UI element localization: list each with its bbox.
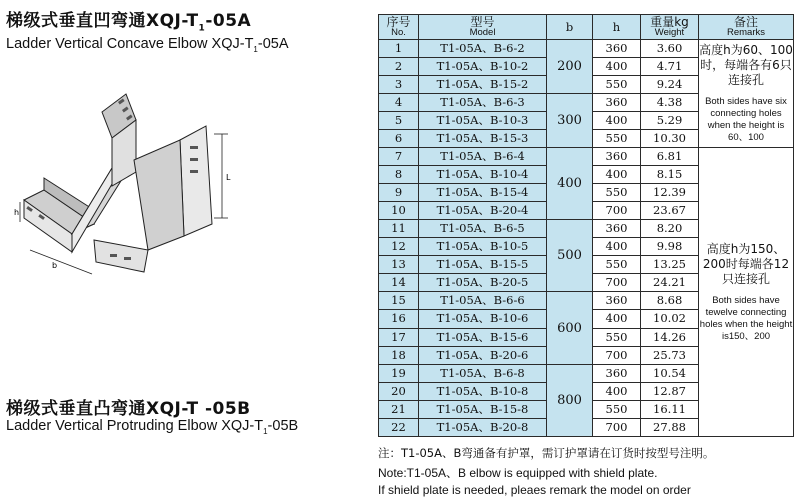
cell-h: 400 (593, 238, 641, 256)
cell-model: T1-05A、B-15-8 (419, 400, 547, 418)
cell-no: 11 (379, 220, 419, 238)
cell-h: 700 (593, 274, 641, 292)
cell-weight: 27.88 (641, 418, 699, 436)
cell-remark (699, 148, 794, 437)
cell-no: 18 (379, 346, 419, 364)
protruding-elbow-title-cn: 梯级式垂直凸弯通XQJ-T -05B (6, 399, 251, 419)
cell-h: 400 (593, 112, 641, 130)
cell-model: T1-05A、B-20-4 (419, 202, 547, 220)
cell-h: 550 (593, 256, 641, 274)
cell-weight: 9.98 (641, 238, 699, 256)
cell-no: 10 (379, 202, 419, 220)
table-header-row (379, 15, 794, 40)
cell-no: 9 (379, 184, 419, 202)
cell-weight: 8.68 (641, 292, 699, 310)
cell-no: 17 (379, 328, 419, 346)
cell-no: 19 (379, 364, 419, 382)
cell-no: 4 (379, 94, 419, 112)
cell-h: 400 (593, 382, 641, 400)
cell-model: T1-05A、B-20-8 (419, 418, 547, 436)
cell-no: 8 (379, 166, 419, 184)
cell-model: T1-05A、B-15-4 (419, 184, 547, 202)
cell-no: 13 (379, 256, 419, 274)
cell-b: 600 (547, 292, 593, 364)
cell-weight: 4.38 (641, 94, 699, 112)
dimension-b-label: b (52, 261, 58, 270)
cell-h: 700 (593, 346, 641, 364)
table-row (379, 148, 794, 166)
dimension-h-label: h (14, 208, 20, 217)
cell-b: 300 (547, 94, 593, 148)
cell-h: 360 (593, 220, 641, 238)
cell-model: T1-05A、B-6-3 (419, 94, 547, 112)
header-model: 型号 Model (419, 15, 547, 40)
cell-no: 21 (379, 400, 419, 418)
concave-elbow-title-en: Ladder Vertical Concave Elbow XQJ-$T_1-05A$ (6, 36, 289, 54)
cell-weight: 3.60 (641, 40, 699, 58)
cell-h: 360 (593, 94, 641, 112)
cell-no: 3 (379, 76, 419, 94)
cell-weight: 10.30 (641, 130, 699, 148)
spec-table (378, 14, 794, 437)
cell-model: T1-05A、B-15-5 (419, 256, 547, 274)
note-en-line1: Note:T1-05A、B elbow is equipped with shield plate. (378, 466, 658, 480)
cell-weight: 5.29 (641, 112, 699, 130)
cell-model: T1-05A、B-6-5 (419, 220, 547, 238)
cell-weight: 13.25 (641, 256, 699, 274)
cell-weight: 14.26 (641, 328, 699, 346)
cell-weight: 10.02 (641, 310, 699, 328)
table-row (379, 40, 794, 58)
cell-weight: 16.11 (641, 400, 699, 418)
cell-no: 16 (379, 310, 419, 328)
cell-model: T1-05A、B-6-2 (419, 40, 547, 58)
cell-model: T1-05A、B-10-6 (419, 310, 547, 328)
cell-h: 360 (593, 148, 641, 166)
cell-model: T1-05A、B-6-4 (419, 148, 547, 166)
cell-no: 20 (379, 382, 419, 400)
remark-cn: 高度h为60、100时，每端各有6只连接孔 (699, 43, 793, 88)
cell-model: T1-05A、B-20-5 (419, 274, 547, 292)
protruding-elbow-title-en: Ladder Vertical Protruding Elbow XQJ-$T_1-05B$ (6, 418, 299, 436)
cell-model: T1-05A、B-20-6 (419, 346, 547, 364)
header-remarks: 备注 Remarks (699, 15, 794, 40)
remark-cn: 高度h为150、200时每端各12只连接孔 (702, 241, 790, 286)
cell-weight: 9.24 (641, 76, 699, 94)
cell-b: 200 (547, 40, 593, 94)
cell-model: T1-05A、B-10-3 (419, 112, 547, 130)
cell-h: 550 (593, 184, 641, 202)
cell-weight: 25.73 (641, 346, 699, 364)
cell-h: 400 (593, 58, 641, 76)
cell-h: 360 (593, 292, 641, 310)
cell-model: T1-05A、B-15-6 (419, 328, 547, 346)
cell-h: 400 (593, 310, 641, 328)
cell-weight: 8.20 (641, 220, 699, 238)
cell-model: T1-05A、B-10-8 (419, 382, 547, 400)
cell-b: 500 (547, 220, 593, 292)
cell-model: T1-05A、B-10-5 (419, 238, 547, 256)
cell-h: 700 (593, 418, 641, 436)
cell-weight: 23.67 (641, 202, 699, 220)
cell-model: T1-05A、B-10-2 (419, 58, 547, 76)
cell-weight: 8.15 (641, 166, 699, 184)
cell-h: 360 (593, 40, 641, 58)
cell-weight: 12.39 (641, 184, 699, 202)
cell-b: 400 (547, 148, 593, 220)
header-b: b (547, 15, 593, 40)
concave-elbow-title-cn: 梯级式垂直凹弯通XQJ-$T_1-05A$ (6, 11, 252, 34)
cell-h: 400 (593, 166, 641, 184)
cell-weight: 12.87 (641, 382, 699, 400)
cell-no: 22 (379, 418, 419, 436)
cell-no: 5 (379, 112, 419, 130)
cell-h: 700 (593, 202, 641, 220)
cell-no: 15 (379, 292, 419, 310)
cell-h: 360 (593, 364, 641, 382)
cell-model: T1-05A、B-6-8 (419, 364, 547, 382)
cell-h: 550 (593, 400, 641, 418)
cell-model: T1-05A、B-6-6 (419, 292, 547, 310)
cell-no: 6 (379, 130, 419, 148)
cell-no: 2 (379, 58, 419, 76)
note-cn: 注：T1-05A、B弯通备有护罩，需订护罩请在订货时按型号注明。 (378, 446, 715, 460)
cell-h: 550 (593, 130, 641, 148)
cell-weight: 4.71 (641, 58, 699, 76)
cell-no: 14 (379, 274, 419, 292)
cell-model: T1-05A、B-10-4 (419, 166, 547, 184)
cell-model: T1-05A、B-15-2 (419, 76, 547, 94)
header-weight: 重量kg Weight (641, 15, 699, 40)
remark-en: Both sides have six connecting holes when the height is 60、100 (705, 96, 787, 144)
cell-remark (699, 40, 794, 148)
cell-no: 1 (379, 40, 419, 58)
cell-weight: 6.81 (641, 148, 699, 166)
cell-model: T1-05A、B-15-3 (419, 130, 547, 148)
elbow-drawing (14, 82, 246, 292)
note-en-line2: If shield plate is needed, pleaes remark the model on order (378, 483, 691, 497)
cell-b: 800 (547, 364, 593, 436)
cell-no: 7 (379, 148, 419, 166)
cell-weight: 24.21 (641, 274, 699, 292)
header-no: 序号 No. (379, 15, 419, 40)
cell-h: 550 (593, 76, 641, 94)
dimension-L-label: L (226, 173, 231, 182)
remark-en: Both sides have tewelve connecting holes when the height is150、200 (699, 294, 793, 342)
cell-h: 550 (593, 328, 641, 346)
cell-weight: 10.54 (641, 364, 699, 382)
header-h: h (593, 15, 641, 40)
cell-no: 12 (379, 238, 419, 256)
